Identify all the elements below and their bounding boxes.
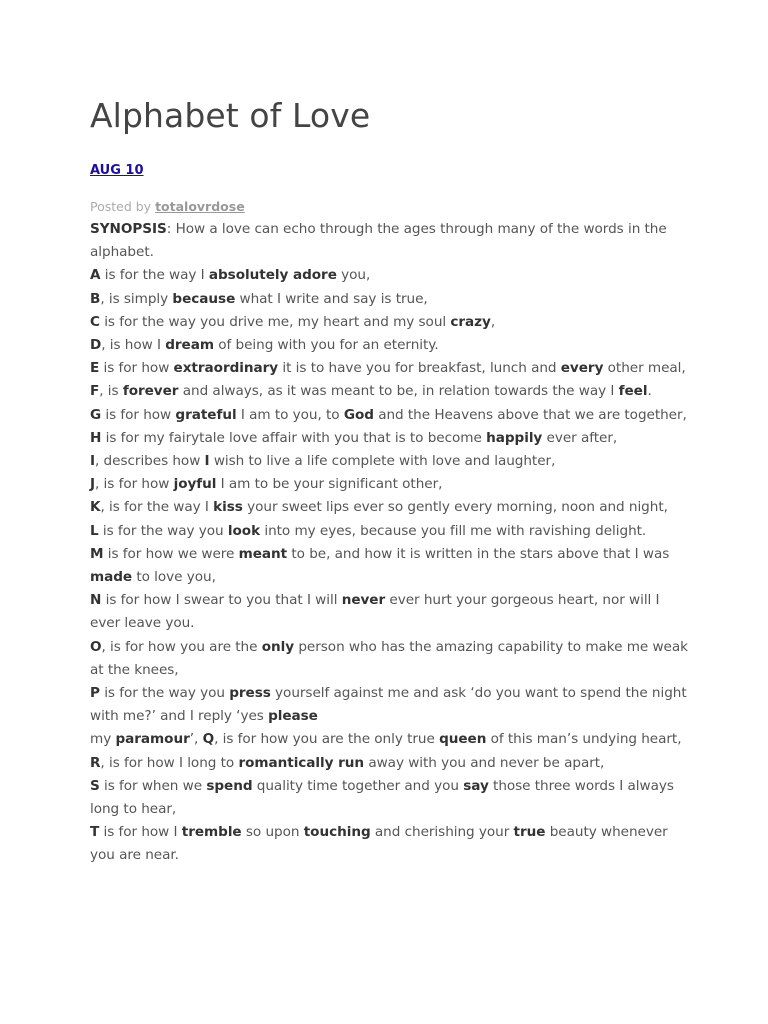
bold-keyword: B (90, 290, 101, 307)
text-segment: , is for how (95, 476, 174, 493)
bold-keyword: SYNOPSIS (90, 221, 167, 237)
bold-keyword: N (90, 592, 102, 609)
text-segment: , is simply (100, 290, 173, 307)
bold-keyword: A (90, 267, 101, 284)
paragraph (90, 264, 688, 287)
text-segment: away with you and never be apart, (364, 754, 605, 771)
bold-keyword: P (90, 685, 100, 702)
text-segment: , is for the way I (100, 499, 214, 516)
text-segment: and cherishing your (370, 824, 514, 841)
text-segment: and always, as it was meant to be, in relation towards the way I (178, 383, 619, 400)
paragraph (90, 427, 688, 450)
bold-keyword: joyful (173, 476, 217, 493)
paragraph (90, 636, 688, 682)
bold-keyword: dream (165, 337, 214, 354)
bold-keyword: grateful (175, 406, 237, 423)
paragraph (90, 450, 688, 473)
post-date-link[interactable]: AUG 10 (90, 163, 144, 178)
text-segment: is for the way I (100, 267, 209, 284)
text-segment: , is (99, 383, 123, 400)
text-segment: into my eyes, because you fill me with ravishing delight. (260, 522, 647, 539)
text-segment: is for the way you drive me, my heart and my soul (99, 313, 451, 330)
paragraph (90, 380, 688, 403)
text-segment: is for how (99, 360, 174, 377)
bold-keyword: D (90, 337, 102, 354)
paragraph (90, 775, 688, 821)
paragraph (90, 311, 688, 334)
paragraph (90, 589, 688, 635)
text-segment: yourself against me and ask ‘do you want to spend the night with me?’ and I reply ‘yes (90, 685, 687, 725)
bold-keyword: C (90, 313, 100, 330)
text-segment: person who has the amazing capability to make me weak at the knees, (90, 638, 688, 678)
paragraph (90, 334, 688, 357)
text-segment: ’, (189, 731, 203, 748)
bold-keyword: S (90, 777, 100, 794)
bold-keyword: crazy (450, 313, 491, 330)
text-segment: is for the way you (99, 685, 230, 702)
author-link[interactable]: totalovrdose (155, 199, 245, 214)
bold-keyword: God (343, 406, 374, 423)
text-segment: your sweet lips ever so gently every morning, noon and night, (242, 499, 668, 516)
bold-keyword: E (90, 360, 100, 377)
bold-keyword: romantically run (238, 754, 365, 771)
text-segment: what I write and say is true, (235, 290, 428, 307)
text-segment: is for the way you (98, 522, 228, 539)
bold-keyword: M (90, 545, 104, 562)
text-segment: and the Heavens above that we are together, (373, 406, 687, 423)
bold-keyword: L (90, 522, 99, 539)
bold-keyword: tremble (181, 824, 242, 841)
bold-keyword: happily (486, 429, 543, 446)
paragraph (90, 496, 688, 519)
paragraph (90, 821, 688, 867)
article-body (90, 218, 688, 868)
text-segment: , is for how you are the (101, 638, 262, 655)
paragraph (90, 288, 688, 311)
text-segment: is for how I (99, 824, 182, 841)
text-segment: : How a love can echo through the ages through many of the words in the alphabet. (90, 221, 667, 261)
text-segment: ever after, (542, 429, 618, 446)
bold-keyword: I (90, 453, 96, 470)
paragraph (90, 728, 688, 751)
bold-keyword: paramour (115, 731, 190, 748)
text-segment: of this man’s undying heart, (486, 731, 682, 748)
text-segment: , is how I (101, 337, 166, 354)
bold-keyword: O (90, 638, 102, 655)
text-segment: is for how (101, 406, 176, 423)
bold-keyword: Q (202, 731, 215, 748)
bold-keyword: queen (439, 731, 487, 748)
text-segment: to be, and how it is written in the stars above that I was (287, 545, 670, 562)
bold-keyword: J (90, 476, 96, 493)
bold-keyword: meant (238, 545, 288, 562)
bold-keyword: look (227, 522, 261, 539)
bold-keyword: press (229, 685, 271, 702)
bold-keyword: touching (303, 824, 371, 841)
text-segment: those three words I always long to hear, (90, 777, 674, 818)
bold-keyword: K (90, 499, 101, 516)
bold-keyword: I (204, 453, 210, 470)
bold-keyword: say (463, 777, 489, 794)
paragraph (90, 218, 688, 264)
paragraph (90, 404, 688, 427)
text-segment: my (90, 731, 116, 748)
bold-keyword: F (90, 383, 100, 400)
page-title: Alphabet of Love (90, 96, 371, 135)
text-segment: , is for how I long to (100, 754, 239, 771)
bold-keyword: forever (122, 383, 179, 400)
bold-keyword: G (90, 406, 102, 423)
text-segment: I am to you, to (236, 406, 344, 423)
text-segment: is for when we (99, 777, 207, 794)
text-segment: ever hurt your gorgeous heart, nor will I ever leave you. (90, 592, 660, 632)
bold-keyword: every (560, 360, 604, 377)
bold-keyword: because (172, 290, 236, 307)
bold-keyword: absolutely adore (208, 267, 337, 284)
text-segment: , (490, 313, 496, 330)
paragraph (90, 357, 688, 380)
bold-keyword: made (90, 569, 133, 586)
bold-keyword: please (268, 708, 318, 725)
text-segment: , is for how you are the only true (214, 731, 440, 748)
text-segment: it is to have you for breakfast, lunch and (278, 360, 561, 377)
bold-keyword: feel (618, 383, 648, 400)
text-segment: is for how I swear to you that I will (101, 592, 342, 609)
text-segment: beauty whenever you are near. (90, 824, 668, 864)
text-segment: is for my fairytale love affair with you that is to become (101, 429, 487, 446)
text-segment: is for how we were (103, 545, 239, 562)
paragraph (90, 520, 688, 543)
text-segment: wish to live a life complete with love and laughter, (209, 453, 556, 470)
text-segment: I am to be your significant other, (216, 476, 443, 493)
text-segment: you, (336, 267, 371, 284)
paragraph (90, 752, 688, 775)
paragraph (90, 543, 688, 589)
paragraph (90, 682, 688, 728)
text-segment: to love you, (132, 569, 216, 586)
text-segment: , describes how (95, 453, 205, 470)
bold-keyword: true (513, 824, 546, 841)
text-segment: quality time together and you (252, 777, 464, 794)
bold-keyword: kiss (213, 499, 243, 516)
bold-keyword: only (261, 638, 295, 655)
bold-keyword: spend (206, 777, 253, 794)
bold-keyword: T (90, 824, 100, 841)
text-segment: so upon (241, 824, 304, 841)
posted-by-label: Posted by (90, 199, 156, 214)
bold-keyword: extraordinary (173, 360, 279, 377)
byline (90, 199, 245, 214)
text-segment: of being with you for an eternity. (213, 337, 439, 354)
paragraph (90, 473, 688, 496)
bold-keyword: R (90, 754, 101, 771)
bold-keyword: H (90, 429, 102, 446)
bold-keyword: never (341, 592, 386, 609)
text-segment: . (647, 383, 652, 400)
text-segment: other meal, (603, 360, 686, 377)
